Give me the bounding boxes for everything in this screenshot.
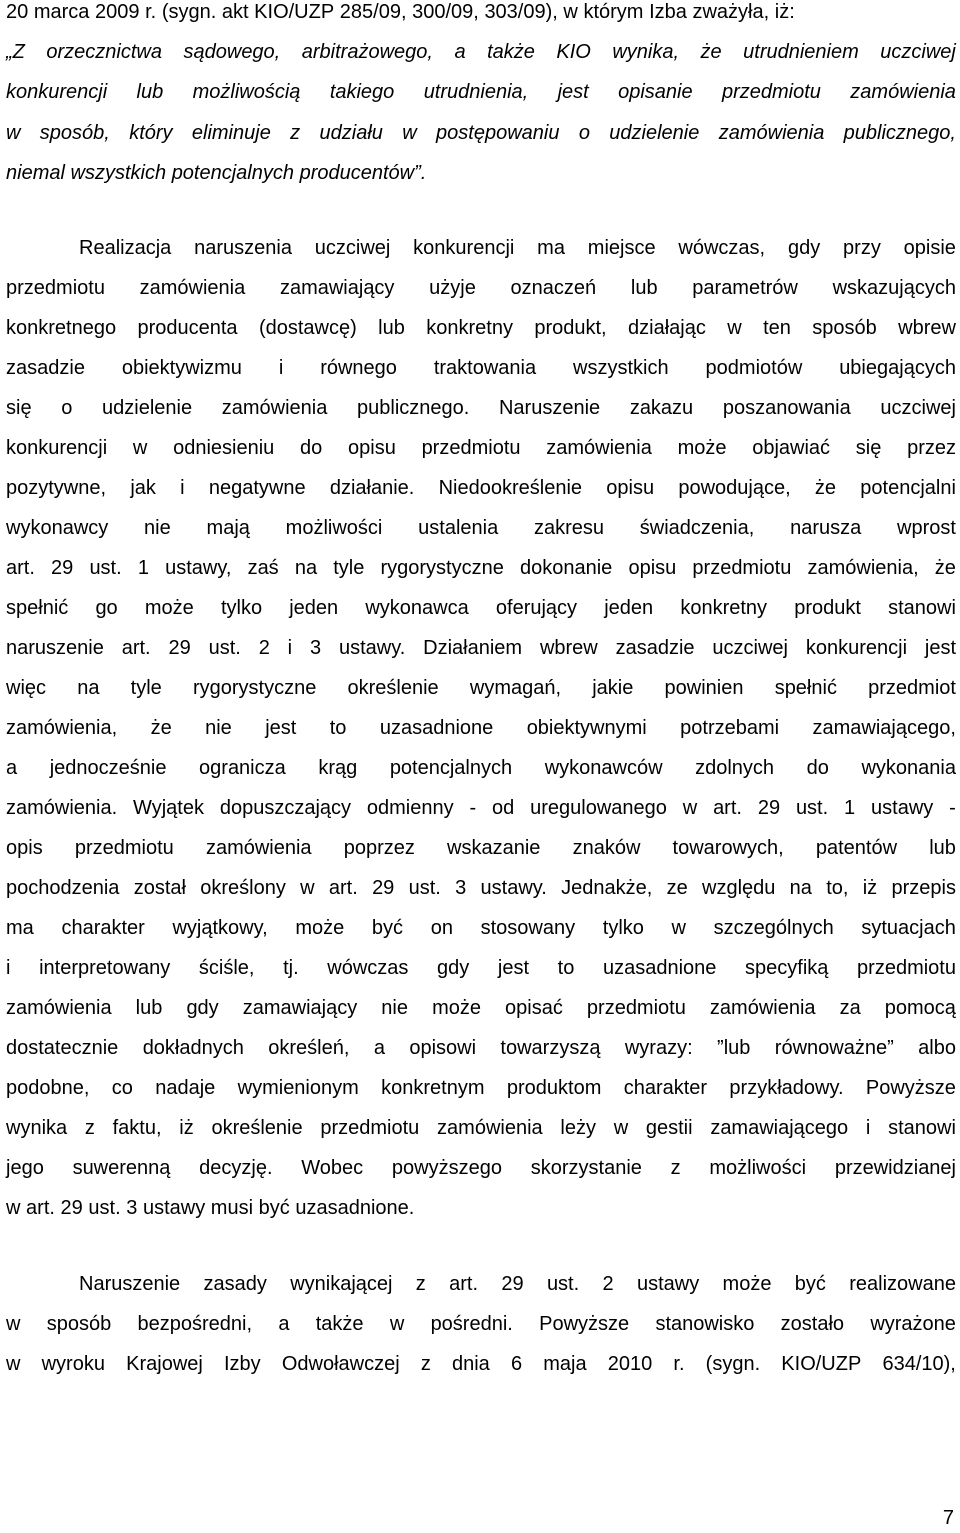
text-line: zamówienia lub gdy zamawiający nie może opisać przedmiotu zamówienia za pomocą	[6, 997, 956, 1019]
text-line: w wyroku Krajowej Izby Odwoławczej z dnia 6 maja 2010 r. (sygn. KIO/UZP 634/10),	[6, 1353, 956, 1375]
text-line: jego suwerenną decyzję. Wobec powyższego skorzystanie z możliwości przewidzianej	[6, 1157, 956, 1179]
text-line: podobne, co nadaje wymienionym konkretnym produktom charakter przykładowy. Powyższe	[6, 1077, 956, 1099]
text-line: „Z orzecznictwa sądowego, arbitrażowego, a także KIO wynika, że utrudnieniem uczciwej	[6, 41, 956, 64]
text-line: zamówienia. Wyjątek dopuszczający odmienny - od uregulowanego w art. 29 ust. 1 ustawy -	[6, 797, 956, 819]
text-line: spełnić go może tylko jeden wykonawca oferujący jeden konkretny produkt stanowi	[6, 597, 956, 619]
text-line: niemal wszystkich potencjalnych producentów”.	[6, 161, 427, 184]
text-line: 20 marca 2009 r. (sygn. akt KIO/UZP 285/09, 300/09, 303/09), w którym Izba zważyła, iż:	[6, 1, 795, 23]
text-line: a jednocześnie ogranicza krąg potencjalnych wykonawców zdolnych do wykonania	[6, 757, 956, 779]
text-line: w sposób bezpośredni, a także w pośredni. Powyższe stanowisko zostało wyrażone	[6, 1313, 956, 1335]
text-line: zasadzie obiektywizmu i równego traktowania wszystkich podmiotów ubiegających	[6, 357, 956, 379]
text-line: się o udzielenie zamówienia publicznego. Naruszenie zakazu poszanowania uczciwej	[6, 397, 956, 419]
text-line: opis przedmiotu zamówienia poprzez wskazanie znaków towarowych, patentów lub	[6, 837, 956, 859]
text-line: naruszenie art. 29 ust. 2 i 3 ustawy. Działaniem wbrew zasadzie uczciwej konkurencji jest	[6, 637, 956, 659]
text-line: w art. 29 ust. 3 ustawy musi być uzasadnione.	[6, 1197, 415, 1219]
text-line: więc na tyle rygorystyczne określenie wymagań, jakie powinien spełnić przedmiot	[6, 677, 956, 699]
text-line: konkurencji lub możliwością takiego utrudnienia, jest opisanie przedmiotu zamówienia	[6, 81, 956, 104]
text-line: ma charakter wyjątkowy, może być on stosowany tylko w szczególnych sytuacjach	[6, 917, 956, 939]
text-line: dostatecznie dokładnych określeń, a opisowi towarzyszą wyrazy: ”lub równoważne” albo	[6, 1037, 956, 1059]
text-line: w sposób, który eliminuje z udziału w postępowaniu o udzielenie zamówienia publicznego,	[6, 121, 956, 144]
text-line: wynika z faktu, iż określenie przedmiotu zamówienia leży w gestii zamawiającego i stanowi	[6, 1117, 956, 1139]
text-line: Realizacja naruszenia uczciwej konkurencji ma miejsce wówczas, gdy przy opisie	[79, 237, 956, 259]
text-line: konkurencji w odniesieniu do opisu przedmiotu zamówienia może objawiać się przez	[6, 437, 956, 459]
text-line: art. 29 ust. 1 ustawy, zaś na tyle rygorystyczne dokonanie opisu przedmiotu zamówienia, że	[6, 557, 956, 579]
text-line: wykonawcy nie mają możliwości ustalenia zakresu świadczenia, narusza wprost	[6, 517, 956, 539]
page-number: 7	[942, 1507, 954, 1529]
text-line: pochodzenia został określony w art. 29 ust. 3 ustawy. Jednakże, ze względu na to, iż przepis	[6, 877, 956, 899]
text-line: przedmiotu zamówienia zamawiający użyje oznaczeń lub parametrów wskazujących	[6, 277, 956, 299]
text-line: pozytywne, jak i negatywne działanie. Niedookreślenie opisu powodujące, że potencjalni	[6, 477, 956, 499]
text-line: konkretnego producenta (dostawcę) lub konkretny produkt, działając w ten sposób wbrew	[6, 317, 956, 339]
text-line: Naruszenie zasady wynikającej z art. 29 ust. 2 ustawy może być realizowane	[79, 1273, 956, 1295]
text-line: zamówienia, że nie jest to uzasadnione obiektywnymi potrzebami zamawiającego,	[6, 717, 956, 739]
text-line: i interpretowany ściśle, tj. wówczas gdy jest to uzasadnione specyfiką przedmiotu	[6, 957, 956, 979]
